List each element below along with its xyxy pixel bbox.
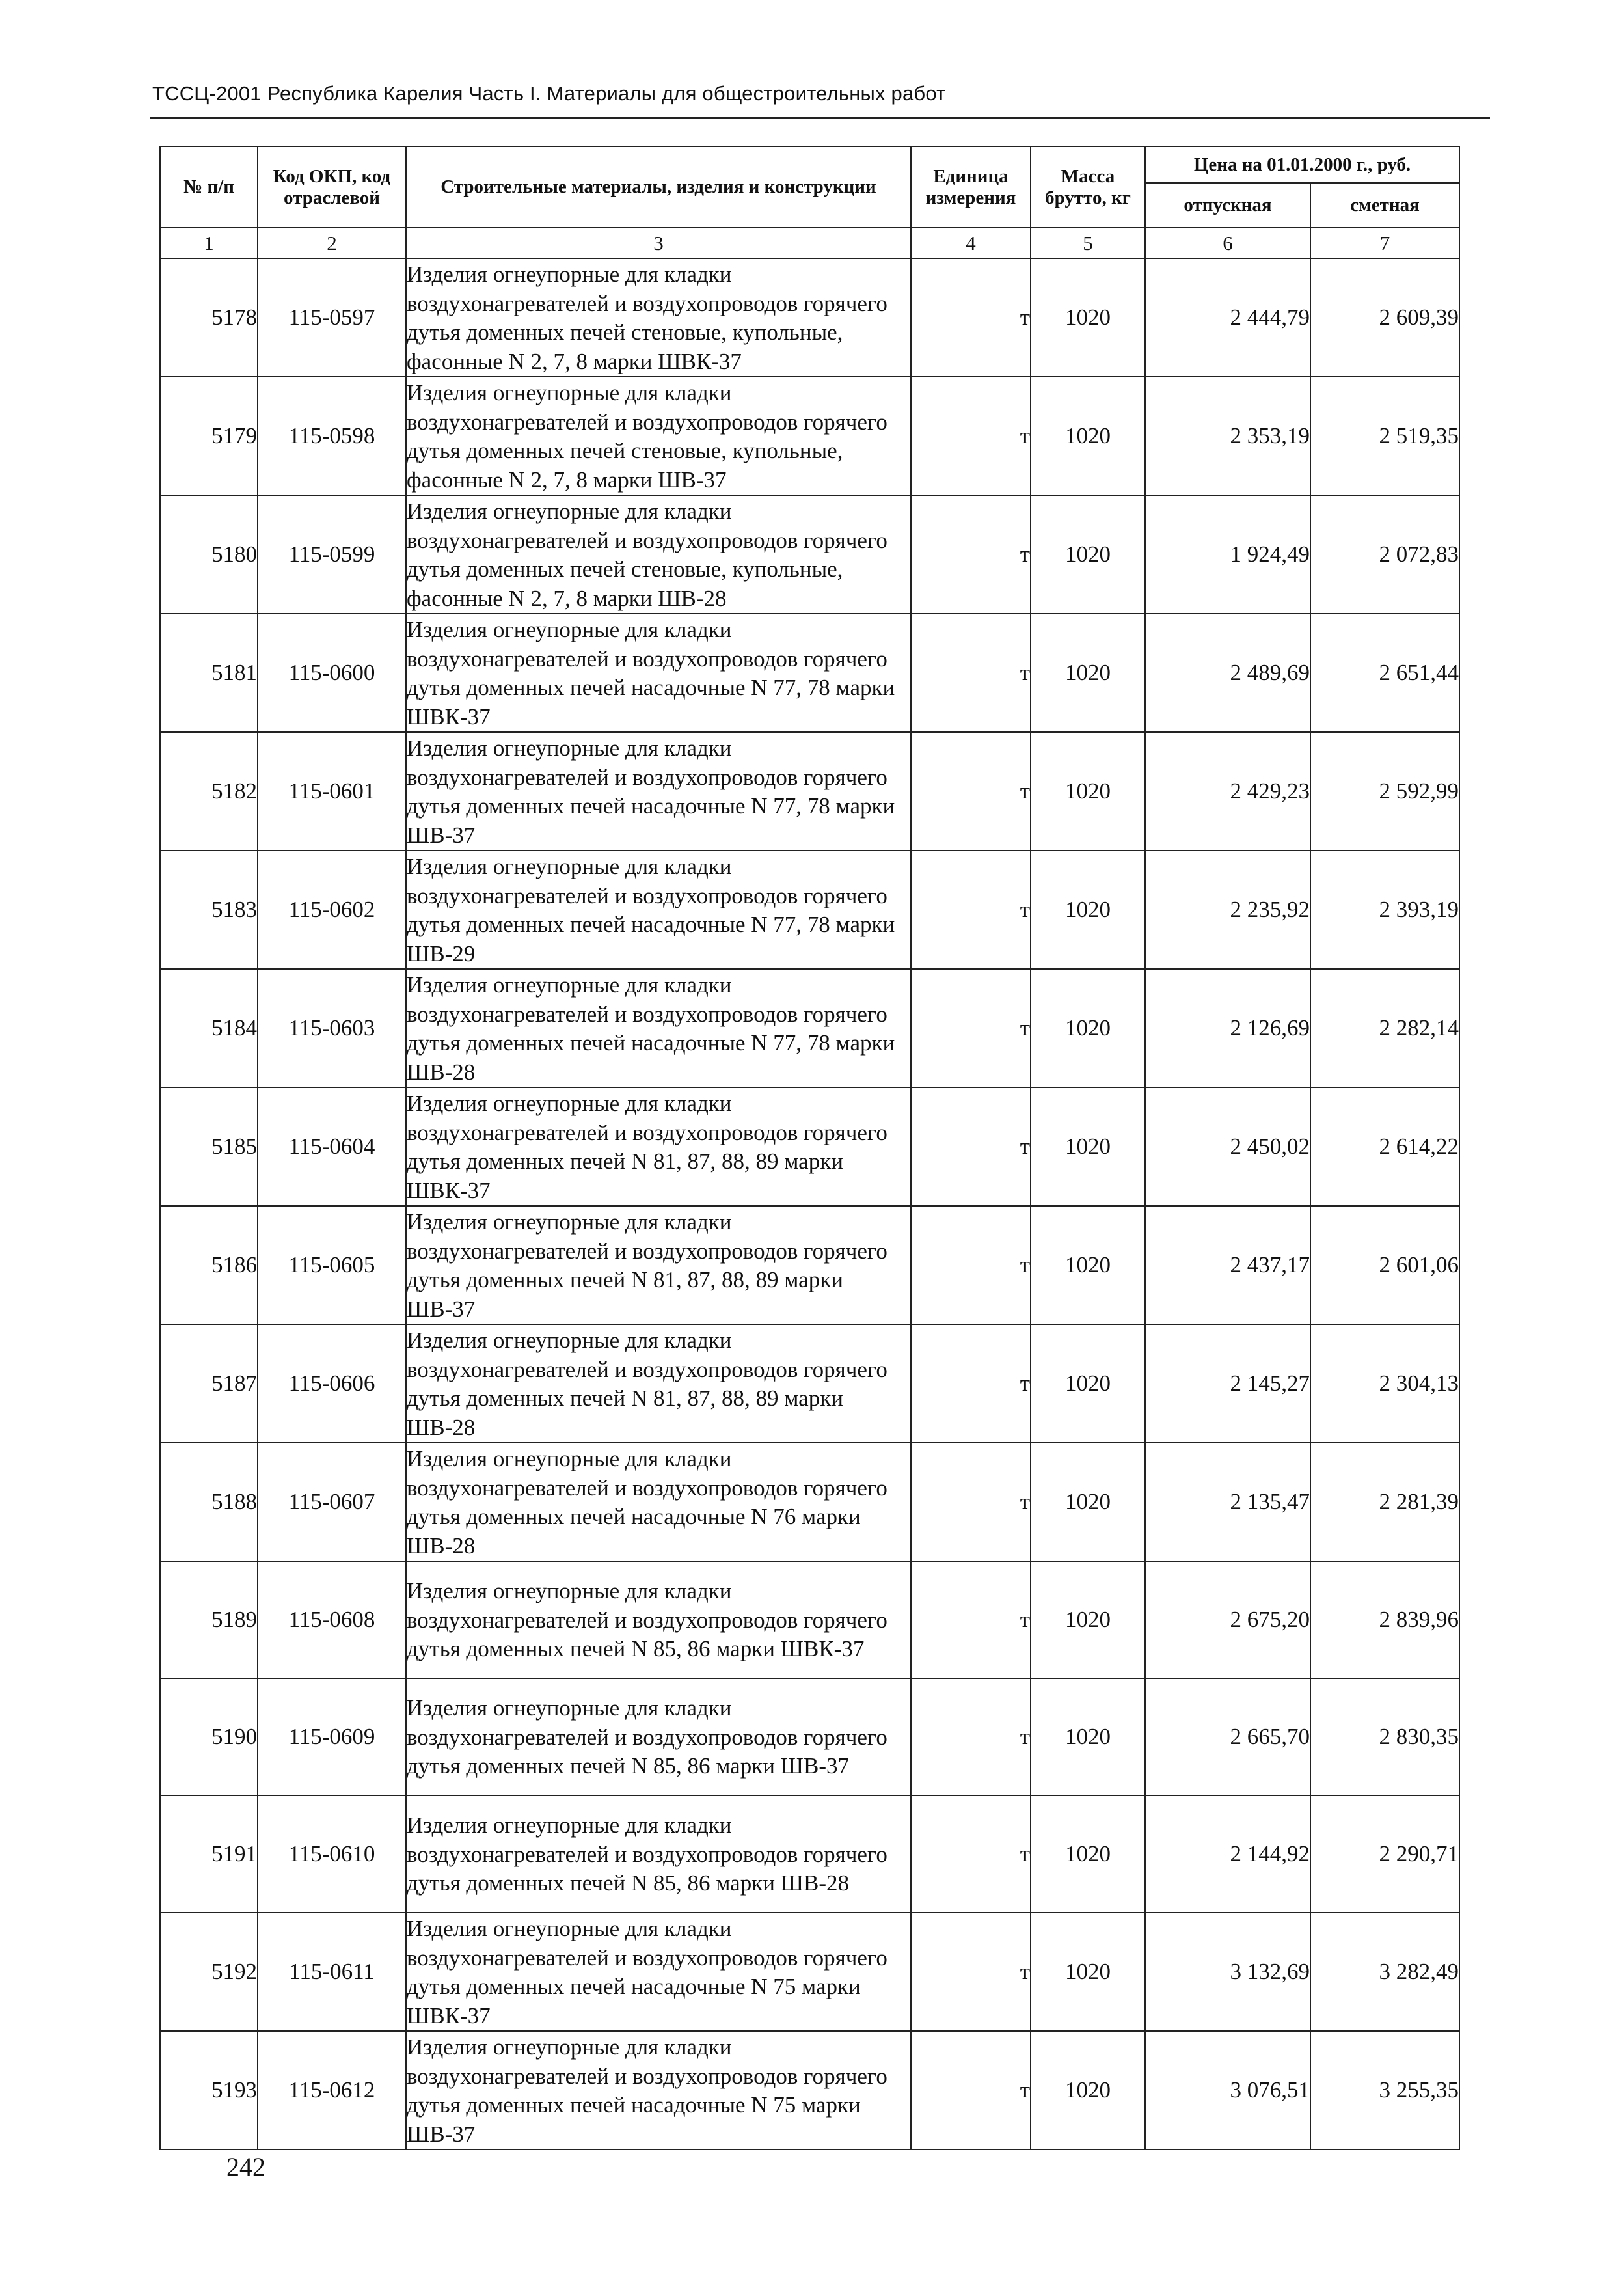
table-row [160, 1678, 1459, 1795]
row-price-estimate: 2 290,71 [1310, 1795, 1459, 1913]
table-row [160, 614, 1459, 732]
row-mass: 1020 [1031, 1443, 1145, 1561]
running-header: ТССЦ-2001 Республика Карелия Часть I. Материалы для общестроительных работ [152, 82, 946, 105]
row-code: 115-0600 [258, 614, 406, 732]
header-mass: Масса брутто, кг [1031, 146, 1145, 228]
row-mass: 1020 [1031, 377, 1145, 495]
row-mass: 1020 [1031, 732, 1145, 851]
row-number: 5191 [160, 1795, 258, 1913]
header-code: Код ОКП, код отраслевой [258, 146, 406, 228]
row-price-release: 2 450,02 [1145, 1087, 1310, 1206]
row-description-text: Изделия огнеупорные для кладки воздухонагревателей и воздухопроводов горячего дутья доменных печей насадочные N 77, 78 марки ШВ-28 [407, 972, 895, 1085]
row-price-estimate: 2 609,39 [1310, 258, 1459, 377]
row-description [406, 1443, 911, 1561]
table-row [160, 1324, 1459, 1443]
table-row [160, 495, 1459, 614]
column-number: 3 [406, 228, 911, 258]
row-number: 5183 [160, 851, 258, 969]
row-price-release: 1 924,49 [1145, 495, 1310, 614]
row-description-text: Изделия огнеупорные для кладки воздухонагревателей и воздухопроводов горячего дутья доменных печей насадочные N 77, 78 марки ШВК-37 [407, 617, 895, 730]
row-price-estimate: 3 255,35 [1310, 2031, 1459, 2149]
row-description [406, 1795, 911, 1913]
header-price-release: отпускная [1145, 183, 1310, 228]
row-description-text: Изделия огнеупорные для кладки воздухонагревателей и воздухопроводов горячего дутья доменных печей насадочные N 75 марки ШВК-37 [407, 1916, 887, 2028]
header-row [160, 146, 1459, 183]
header-no: № п/п [160, 146, 258, 228]
row-code: 115-0603 [258, 969, 406, 1087]
row-price-release: 2 126,69 [1145, 969, 1310, 1087]
row-description [406, 851, 911, 969]
row-description [406, 614, 911, 732]
row-description [406, 1087, 911, 1206]
table-row [160, 1443, 1459, 1561]
row-code: 115-0598 [258, 377, 406, 495]
row-unit: т [911, 1795, 1031, 1913]
row-description-text: Изделия огнеупорные для кладки воздухонагревателей и воздухопроводов горячего дутья доменных печей стеновые, купольные, фасонные N 2, 7, 8 марки ШВ-28 [407, 498, 887, 611]
row-number: 5190 [160, 1678, 258, 1795]
row-price-release: 2 353,19 [1145, 377, 1310, 495]
row-code: 115-0604 [258, 1087, 406, 1206]
row-mass: 1020 [1031, 851, 1145, 969]
column-number-row [160, 228, 1459, 258]
row-price-estimate: 2 072,83 [1310, 495, 1459, 614]
row-code: 115-0605 [258, 1206, 406, 1324]
row-number: 5179 [160, 377, 258, 495]
row-code: 115-0601 [258, 732, 406, 851]
table-row [160, 2031, 1459, 2149]
row-description-text: Изделия огнеупорные для кладки воздухонагревателей и воздухопроводов горячего дутья доменных печей насадочные N 75 марки ШВ-37 [407, 2034, 887, 2147]
table-row [160, 1087, 1459, 1206]
row-code: 115-0607 [258, 1443, 406, 1561]
row-mass: 1020 [1031, 1324, 1145, 1443]
row-description [406, 1678, 911, 1795]
table-row [160, 1913, 1459, 2031]
row-price-release: 2 145,27 [1145, 1324, 1310, 1443]
row-description-text: Изделия огнеупорные для кладки воздухонагревателей и воздухопроводов горячего дутья доменных печей N 81, 87, 88, 89 марки ШВ-28 [407, 1328, 887, 1440]
row-price-estimate: 2 592,99 [1310, 732, 1459, 851]
column-number: 5 [1031, 228, 1145, 258]
header-price-group: Цена на 01.01.2000 г., руб. [1145, 146, 1459, 183]
row-number: 5189 [160, 1561, 258, 1678]
row-price-release: 2 235,92 [1145, 851, 1310, 969]
row-mass: 1020 [1031, 969, 1145, 1087]
row-mass: 1020 [1031, 1087, 1145, 1206]
row-price-estimate: 2 304,13 [1310, 1324, 1459, 1443]
row-unit: т [911, 1561, 1031, 1678]
row-price-release: 2 135,47 [1145, 1443, 1310, 1561]
row-number: 5188 [160, 1443, 258, 1561]
row-price-estimate: 2 614,22 [1310, 1087, 1459, 1206]
column-number: 2 [258, 228, 406, 258]
row-code: 115-0608 [258, 1561, 406, 1678]
row-description-text: Изделия огнеупорные для кладки воздухонагревателей и воздухопроводов горячего дутья доменных печей N 85, 86 марки ШВК-37 [407, 1578, 887, 1662]
row-mass: 1020 [1031, 258, 1145, 377]
row-price-release: 2 665,70 [1145, 1678, 1310, 1795]
table-row [160, 732, 1459, 851]
row-unit: т [911, 258, 1031, 377]
column-number: 1 [160, 228, 258, 258]
row-description-text: Изделия огнеупорные для кладки воздухонагревателей и воздухопроводов горячего дутья доменных печей N 81, 87, 88, 89 марки ШВ-37 [407, 1209, 887, 1322]
row-mass: 1020 [1031, 1678, 1145, 1795]
row-unit: т [911, 1087, 1031, 1206]
row-description [406, 1561, 911, 1678]
table-row [160, 1206, 1459, 1324]
row-price-estimate: 2 601,06 [1310, 1206, 1459, 1324]
row-unit: т [911, 495, 1031, 614]
row-price-estimate: 2 281,39 [1310, 1443, 1459, 1561]
row-description [406, 1206, 911, 1324]
column-number: 4 [911, 228, 1031, 258]
row-code: 115-0597 [258, 258, 406, 377]
row-price-release: 2 675,20 [1145, 1561, 1310, 1678]
table-row [160, 377, 1459, 495]
row-description-text: Изделия огнеупорные для кладки воздухонагревателей и воздухопроводов горячего дутья доменных печей стеновые, купольные, фасонные N 2, 7, 8 марки ШВК-37 [407, 262, 887, 374]
row-code: 115-0611 [258, 1913, 406, 2031]
row-number: 5185 [160, 1087, 258, 1206]
row-price-release: 3 132,69 [1145, 1913, 1310, 2031]
table-row [160, 851, 1459, 969]
column-number: 6 [1145, 228, 1310, 258]
row-unit: т [911, 2031, 1031, 2149]
row-unit: т [911, 851, 1031, 969]
column-number: 7 [1310, 228, 1459, 258]
row-price-release: 2 144,92 [1145, 1795, 1310, 1913]
row-code: 115-0610 [258, 1795, 406, 1913]
row-description-text: Изделия огнеупорные для кладки воздухонагревателей и воздухопроводов горячего дутья доменных печей N 85, 86 марки ШВ-28 [407, 1812, 887, 1896]
row-number: 5184 [160, 969, 258, 1087]
price-table [159, 146, 1460, 2150]
row-number: 5181 [160, 614, 258, 732]
row-description-text: Изделия огнеупорные для кладки воздухонагревателей и воздухопроводов горячего дутья доменных печей насадочные N 77, 78 марки ШВ-29 [407, 854, 895, 966]
table-row [160, 258, 1459, 377]
row-description [406, 732, 911, 851]
row-number: 5180 [160, 495, 258, 614]
header-price-estimate: сметная [1310, 183, 1459, 228]
row-number: 5192 [160, 1913, 258, 2031]
table-row [160, 1795, 1459, 1913]
row-number: 5178 [160, 258, 258, 377]
row-description [406, 2031, 911, 2149]
row-number: 5193 [160, 2031, 258, 2149]
row-price-estimate: 2 830,35 [1310, 1678, 1459, 1795]
row-number: 5187 [160, 1324, 258, 1443]
row-description [406, 495, 911, 614]
row-unit: т [911, 732, 1031, 851]
row-unit: т [911, 1443, 1031, 1561]
row-price-estimate: 2 839,96 [1310, 1561, 1459, 1678]
row-unit: т [911, 1206, 1031, 1324]
row-description-text: Изделия огнеупорные для кладки воздухонагревателей и воздухопроводов горячего дутья доменных печей N 81, 87, 88, 89 марки ШВК-37 [407, 1091, 887, 1203]
row-number: 5186 [160, 1206, 258, 1324]
row-unit: т [911, 614, 1031, 732]
row-price-release: 2 429,23 [1145, 732, 1310, 851]
row-unit: т [911, 1678, 1031, 1795]
row-unit: т [911, 1913, 1031, 2031]
row-code: 115-0602 [258, 851, 406, 969]
row-mass: 1020 [1031, 2031, 1145, 2149]
row-description [406, 969, 911, 1087]
row-price-release: 2 444,79 [1145, 258, 1310, 377]
row-description-text: Изделия огнеупорные для кладки воздухонагревателей и воздухопроводов горячего дутья доменных печей насадочные N 77, 78 марки ШВ-37 [407, 735, 895, 848]
row-price-release: 3 076,51 [1145, 2031, 1310, 2149]
header-rule [150, 117, 1490, 119]
row-description [406, 1324, 911, 1443]
row-price-estimate: 2 651,44 [1310, 614, 1459, 732]
row-mass: 1020 [1031, 1206, 1145, 1324]
row-description [406, 377, 911, 495]
row-price-estimate: 3 282,49 [1310, 1913, 1459, 2031]
row-mass: 1020 [1031, 614, 1145, 732]
row-unit: т [911, 1324, 1031, 1443]
row-price-estimate: 2 519,35 [1310, 377, 1459, 495]
row-description [406, 1913, 911, 2031]
row-code: 115-0609 [258, 1678, 406, 1795]
row-price-release: 2 489,69 [1145, 614, 1310, 732]
row-description-text: Изделия огнеупорные для кладки воздухонагревателей и воздухопроводов горячего дутья доменных печей стеновые, купольные, фасонные N 2, 7, 8 марки ШВ-37 [407, 380, 887, 493]
row-price-estimate: 2 282,14 [1310, 969, 1459, 1087]
header-name: Строительные материалы, изделия и конструкции [406, 146, 911, 228]
table-row [160, 1561, 1459, 1678]
row-code: 115-0606 [258, 1324, 406, 1443]
row-mass: 1020 [1031, 1561, 1145, 1678]
row-unit: т [911, 969, 1031, 1087]
row-mass: 1020 [1031, 495, 1145, 614]
row-description [406, 258, 911, 377]
row-mass: 1020 [1031, 1795, 1145, 1913]
row-price-estimate: 2 393,19 [1310, 851, 1459, 969]
row-description-text: Изделия огнеупорные для кладки воздухонагревателей и воздухопроводов горячего дутья доменных печей насадочные N 76 марки ШВ-28 [407, 1446, 887, 1559]
row-price-release: 2 437,17 [1145, 1206, 1310, 1324]
row-code: 115-0599 [258, 495, 406, 614]
table-row [160, 969, 1459, 1087]
page-number: 242 [226, 2152, 265, 2181]
row-description-text: Изделия огнеупорные для кладки воздухонагревателей и воздухопроводов горячего дутья доменных печей N 85, 86 марки ШВ-37 [407, 1695, 887, 1779]
row-mass: 1020 [1031, 1913, 1145, 2031]
row-code: 115-0612 [258, 2031, 406, 2149]
row-number: 5182 [160, 732, 258, 851]
row-unit: т [911, 377, 1031, 495]
header-unit: Единица измерения [911, 146, 1031, 228]
